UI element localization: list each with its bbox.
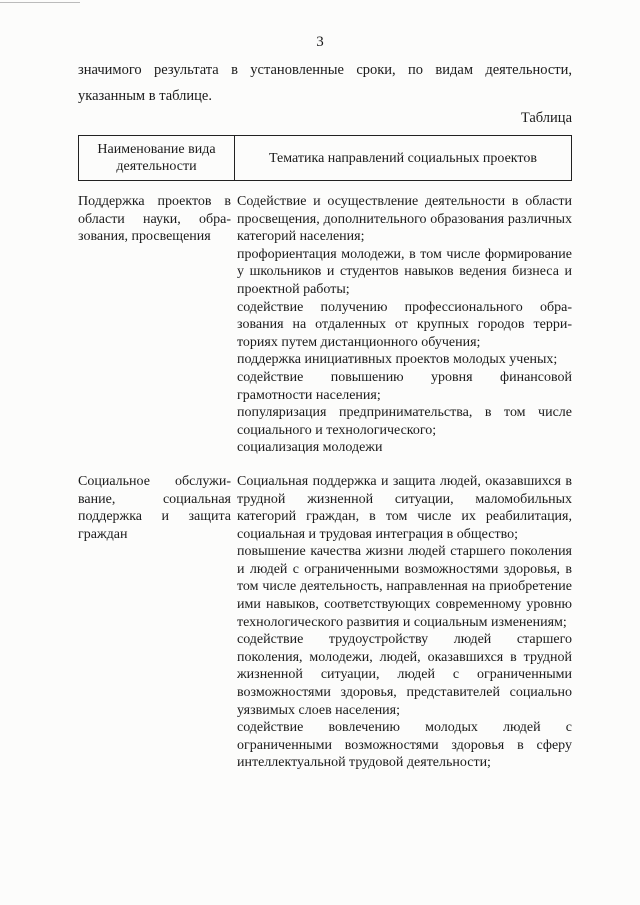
scan-edge-mark: [0, 2, 80, 3]
topic-item: содействие повышению уровня финансовой грамотности населения;: [237, 369, 572, 403]
table-header: [78, 135, 572, 181]
table-body: [78, 193, 572, 788]
table-row: [78, 473, 572, 772]
topic-item: повышение качества жизни людей старшего поколения и людей с ограниченными возможностями здоровья, в том числе деятельность, направленная на приобретение ими навыков, соответствующих современному уровню технологического развития и социальным изменениям;: [237, 544, 572, 630]
topic-item: популяризация предпринимательства, в том числе социального и технологического;: [237, 405, 572, 438]
topic-item: содействие трудоустройству людей старшего поколения, молодежи, людей, оказавшихся в трудной жизненной ситуации, людей с ограниченными возможностями здоровья, представителей социально уязвимых слоев населения;: [237, 632, 572, 718]
table-caption: Таблица: [520, 110, 572, 126]
activity-cell: Поддержка проектов в области науки, образования, просвещения: [78, 194, 231, 245]
topic-item: Социальная поддержка и защита людей, оказавшихся в трудной жизненной ситуации, маломобильных категорий граждан, в том числе их реабилитация, социальная и трудовая интеграция в общество;: [237, 473, 572, 542]
page-number: 3: [316, 34, 324, 50]
topics-cell: [237, 473, 572, 772]
header-project-topics: Тематика направлений социальных проектов: [269, 150, 537, 166]
topic-item: содействие вовлечению молодых людей с ограниченными возможностями здоровья в сферу интеллектуальной трудовой деятельности;: [237, 720, 572, 771]
topic-item: содействие получению профессионального образования на отдаленных от крупных городов территориях путем дистанционного обучения;: [237, 299, 572, 350]
intro-text-line-2: указанным в таблице.: [78, 88, 212, 104]
topic-item: профориентация молодежи, в том числе формирование у школьников и студентов навыков ведения бизнеса и проектной работы;: [237, 246, 572, 297]
topics-cell: [237, 193, 572, 457]
activity-cell: Социальное обслуживание, социальная поддержка и защита граждан: [78, 473, 231, 542]
topic-item: социализация молодежи: [237, 440, 383, 456]
header-activity-type: Наименование вида деятельности: [79, 136, 235, 180]
intro-text-line-1: значимого результата в установленные сроки, по видам деятельности,: [78, 62, 572, 78]
table-row: [78, 193, 572, 457]
topic-item: поддержка инициативных проектов молодых ученых;: [237, 352, 558, 368]
topic-item: Содействие и осуществление деятельности в области просвещения, дополнительного образования различных категорий населения;: [237, 194, 572, 245]
